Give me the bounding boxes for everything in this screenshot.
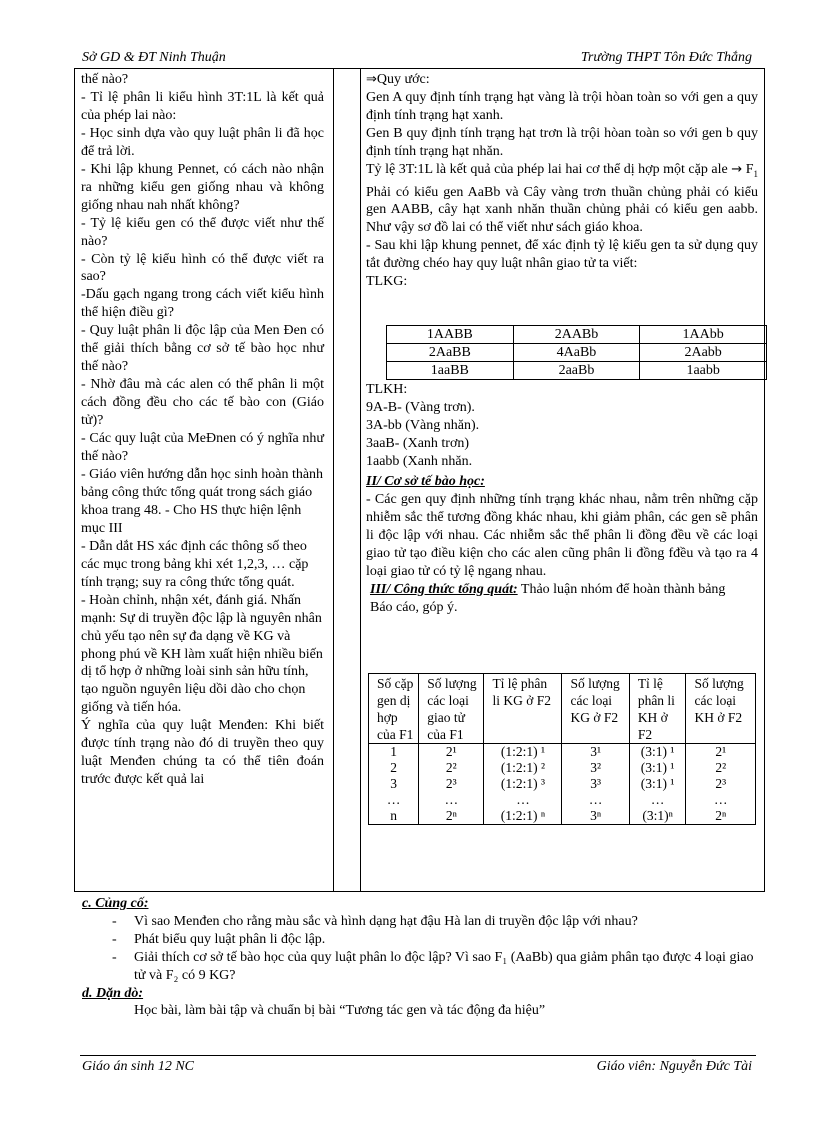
formula-instruction: Thảo luận nhóm để hoàn thành bảng [517,581,726,597]
table-cell: 4AaBb [513,344,640,362]
table-cell: 2 [369,760,419,776]
general-formula-table [368,673,756,825]
list-item: - Giải thích cơ sở tế bào học của quy luật phân lo độc lập? Vì sao F₁ (AaBb) qua giảm phân tạo được 4 loại giao tử và F₂ có 9 KG? [82,949,754,985]
left-para: - Khi lập khung Pennet, có cách nào nhận ra những kiểu gen giống nhau và không giống nhau nah nhất không? [81,161,324,213]
table-row [369,776,756,792]
tlkh-label: TLKH: [366,382,408,397]
footer-right: Giáo viên: Nguyễn Đức Tài [596,1059,752,1074]
left-para: - Dẫn dắt HS xác định các thông số theo các mục trong bảng khi xét 1,2,3, … cặp tính trạng; suy ra công thức tổng quát. [81,538,309,590]
column-header: Tỉ lệ phân li KG ở F2 [492,676,551,708]
table-cell: (1:2:1) ³ [484,776,562,792]
column-header: Số lượng các loại KH ở F2 [694,676,744,725]
left-para: thế nào? [81,72,129,87]
tlkg-label: TLKG: [366,274,408,290]
table-row [387,326,767,344]
table-cell: 1aaBB [387,362,514,380]
pennet-text: - Sau khi lập khung pennet, để xác định tỷ lệ kiểu gen ta sử dụng quy tắt đường chéo hay quy luật nhân giao tử ta viết: [366,238,758,272]
left-para: -Dấu gạch ngang trong cách viết kiểu hình thể hiện điều gì? [81,287,324,321]
table-row [369,808,756,825]
table-cell: (3:1) ¹ [629,760,686,776]
tlkh-item: 3A-bb (Vàng nhăn). [366,417,480,433]
gene-a-text: Gen A quy định tính trạng hạt vàng là trội hòan toàn so với gen a quy định tính trạng hạt xanh. [366,89,758,123]
teacher-activity-column [81,71,324,789]
table-cell: 2AaBB [387,344,514,362]
table-cell: 1 [369,744,419,761]
table-cell: 2aaBb [513,362,640,380]
footer-rule [80,1055,756,1056]
phenotype-ratio [366,381,758,471]
table-cell: (3:1) ¹ [629,776,686,792]
table-cell: (1:2:1) ⁿ [484,808,562,825]
table-cell: 2¹ [686,744,756,761]
left-para: - Quy luật phân li độc lập của Men Đen có thể giải thích bằng cơ sở tế bào học như thế nào? [81,323,324,375]
report-text: Báo cáo, góp ý. [370,599,458,615]
table-cell: n [369,808,419,825]
table-cell: … [562,792,629,808]
cytology-text: - Các gen quy định những tính trạng khác nhau, nằm trên những cặp nhiễm sắc thể tương đồng khác nhau, khi giảm phân, các gen sẽ phân li độc lập với nhau. Các nhiễm sắc thể phân li đồng đều về các loại giao tử tạo điều kiện cho các alen cũng phân li đồng fđều và tạo ra 4 loại giao tử có tỷ lệ ngang nhau. [366,491,758,579]
table-cell: 1aabb [640,362,767,380]
table-cell: … [419,792,484,808]
column-header: Số lượng các loại giao tử của F1 [427,676,477,742]
table-cell: 2¹ [419,744,484,761]
tlkh-item: 3aaB- (Xanh trơn) [366,435,470,451]
table-cell: 3² [562,760,629,776]
left-para: - Tỷ lệ kiểu gen có thể được viết như thế nào? [81,215,324,249]
table-cell: 2ⁿ [686,808,756,825]
homework-heading: d. Dặn dò: [82,985,144,1001]
table-cell: 2³ [686,776,756,792]
left-para: - Hoàn chỉnh, nhận xét, đánh giá. Nhấn mạnh: Sự di truyền độc lập là nguyên nhân chủ yếu tạo nên sự đa dạng về KG và phong phú về KH làm xuất hiện nhiều biến dị tổ hợp ở những loài sinh sản hữu tính, tạo nguồn nguyên liệu dồi dào cho chọn giống và tiến hóa. [81,592,323,716]
page-header [82,50,752,68]
table-row [369,760,756,776]
table-cell: 3³ [562,776,629,792]
table-cell: 2² [686,760,756,776]
left-para: - Còn tỷ lệ kiểu hình có thể được viết ra sao? [81,251,324,285]
table-row [369,744,756,761]
table-cell: (3:1)ⁿ [629,808,686,825]
list-item: - Vì sao Menđen cho rằng màu sắc và hình dạng hạt đậu Hà lan di truyền độc lập với nhau? [82,913,754,931]
table-cell: 2² [419,760,484,776]
table-cell: … [629,792,686,808]
ratio-part-2: Phải có kiểu gen AaBb và Cây vàng trơn thuần chủng phải có kiểu gen AABB, cây hạt xanh nhăn thuần chủng phải có kiểu gen aabb. Như vậy sơ đồ lai có thể viết như sách giáo khoa. [366,184,758,236]
column-header: Tỉ lệ phân li KH ở F2 [637,676,675,742]
tlkh-item: 9A-B- (Vàng trơn). [366,399,475,415]
table-row [369,792,756,808]
footer-left: Giáo án sinh 12 NC [82,1059,195,1074]
table-cell: 3 [369,776,419,792]
column-header: Số lượng các loại KG ở F2 [570,676,620,725]
left-para: - Học sinh dựa vào quy luật phân li đã học để trả lời. [81,125,324,159]
consolidation-heading: c. Củng cố: [82,896,149,911]
table-cell: 2Aabb [640,344,767,362]
column-header: Số cặp gen dị hợp của F1 [377,676,414,742]
table-cell: 2³ [419,776,484,792]
content-column [366,71,758,291]
consolidation-list [82,913,754,985]
table-cell: 2ⁿ [419,808,484,825]
table-cell: 3¹ [562,744,629,761]
left-para: - Nhờ đâu mà các alen có thể phân li một cách đồng đều cho các tế bào con (Giáo tử)? [81,377,324,429]
ratio-text: Tỷ lệ 3T:1L là kết quả của phép lai hai cơ thể dị hợp một cặp ale → $F_1$ Phải có kiểu gen AaBb và Cây vàng trơn thuần chủng phải có kiểu gen AABB, cây hạt xanh nhăn thuần chủng phải có kiểu gen aabb. Như vậy sơ đồ lai có thể viết như sách giáo khoa. [366,161,758,236]
table-cell: (3:1) ¹ [629,744,686,761]
header-left: Sở GD & ĐT Ninh Thuận [82,50,226,65]
ratio-part-1: Tỷ lệ 3T:1L là kết quả của phép lai hai cơ thể dị hợp một cặp ale [366,161,728,177]
table-cell: 1AAbb [640,326,767,344]
table-row [387,344,767,362]
formula-heading: III/ Công thức tổng quát: [370,581,518,597]
implies-icon: ⇒ [366,72,377,87]
left-para: Ý nghĩa của quy luật Menđen: Khi biết được tính trạng nào đó di truyền theo quy luật Menđen chúng ta có thể tiên đoán trước được kết quả lai [81,718,324,788]
table-cell: 2AABb [513,326,640,344]
arrow-right-icon: → [731,161,743,177]
left-para: - Tỉ lệ phân li kiểu hình 3T:1L là kết quả của phép lai nào: [81,89,324,123]
table-cell: … [369,792,419,808]
convention-label: Quy ước: [376,72,430,87]
left-para: - Các quy luật của MeĐnen có ý nghĩa như thế nào? [81,431,324,465]
tlkh-item: 1aabb (Xanh nhăn. [366,453,473,469]
cytology-heading: II/ Cơ sở tế bào học: [366,474,485,489]
gene-b-text: Gen B quy định tính trạng hạt trơn là trội hòan toàn so với gen b quy định tính trạng hạt nhăn. [366,125,758,159]
table-cell: … [686,792,756,808]
cytology-section [366,473,758,617]
table-cell: (1:2:1) ² [484,760,562,776]
header-right: Trường THPT Tôn Đức Thắng [580,50,752,65]
list-item: - Phát biểu quy luật phân li độc lập. [82,931,754,949]
table-cell: 1AABB [387,326,514,344]
table-cell: 3ⁿ [562,808,629,825]
table-header-row [369,674,756,744]
table-cell: (1:2:1) ¹ [484,744,562,761]
page-footer [82,1059,752,1077]
table-row [387,362,767,380]
genotype-ratio-table [386,325,767,380]
table-cell: … [484,792,562,808]
left-para: - Giáo viên hướng dẫn học sinh hoàn thành bảng công thức tổng quát trong sách giáo khoa trang 48. - Cho HS thực hiện lệnh mục III [81,466,324,536]
homework-text: Học bài, làm bài tập và chuẩn bị bài “Tương tác gen và tác động đa hiệu” [134,1003,546,1019]
consolidation-section [82,895,754,1020]
